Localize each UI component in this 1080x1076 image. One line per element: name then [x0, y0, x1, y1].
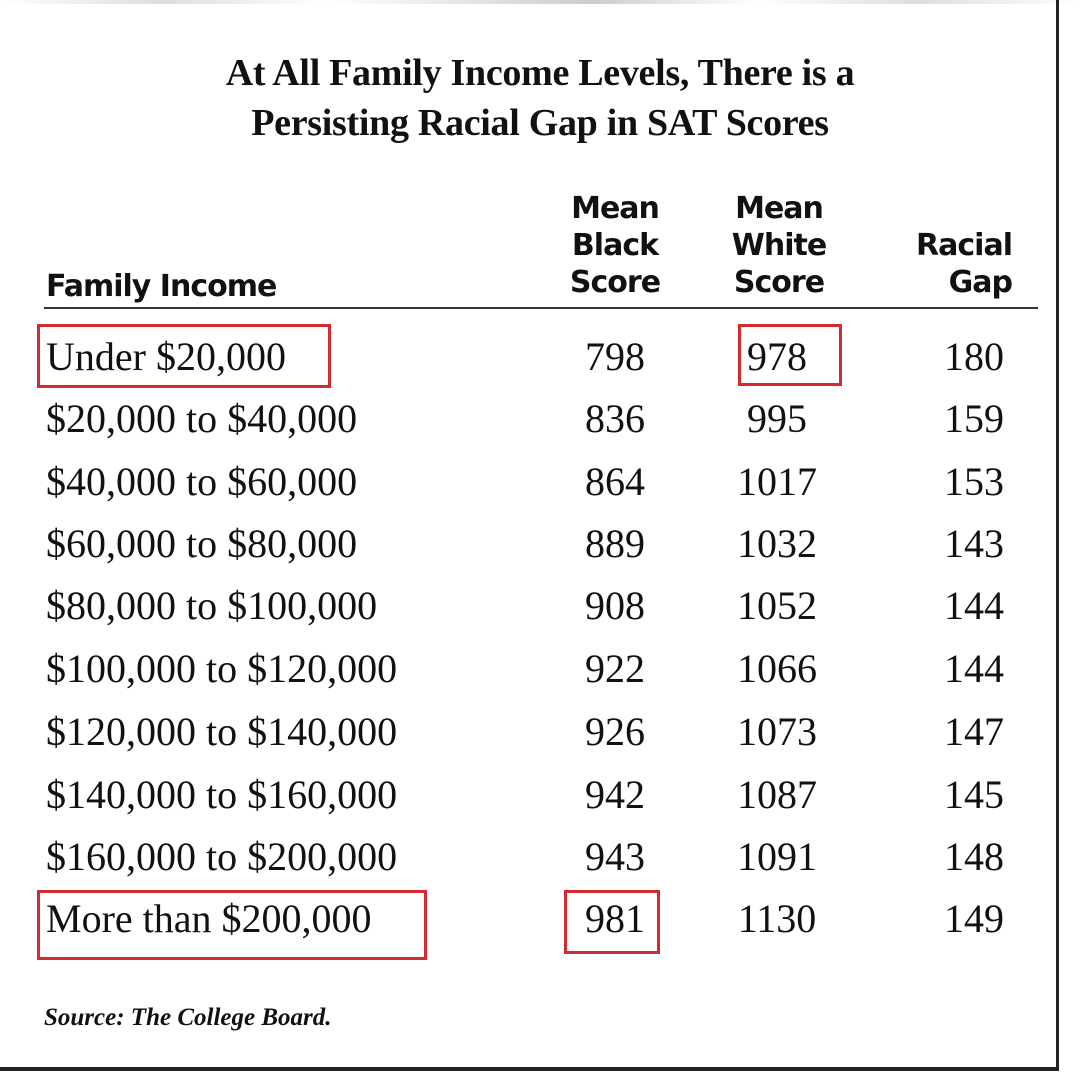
income-cell: $60,000 to $80,000: [46, 521, 358, 566]
header-gap-line-1: Racial: [916, 228, 1012, 263]
highlight-box-more-than-200000: [37, 890, 427, 960]
header-family-income: [46, 268, 276, 305]
black-score-cell: 943: [585, 834, 645, 879]
black-score-cell: 836: [585, 396, 645, 441]
table-row: [0, 638, 1059, 700]
highlight-box-black-981: [564, 890, 660, 954]
white-score-cell: 1052: [737, 583, 817, 628]
income-cell: More than $200,000: [46, 896, 372, 941]
header-mean-white-score: [724, 190, 834, 301]
white-score-cell: 1066: [737, 646, 817, 691]
header-black-line-3: Score: [569, 265, 661, 300]
income-cell: $140,000 to $160,000: [46, 772, 398, 817]
white-score-cell: 1091: [737, 834, 817, 879]
title-line-2: Persisting Racial Gap in SAT Scores: [251, 102, 829, 144]
table-row: [0, 513, 1059, 575]
racial-gap-cell: 143: [944, 521, 1004, 566]
racial-gap-cell: 148: [944, 834, 1004, 879]
black-score-cell: 922: [585, 646, 645, 691]
white-score-cell: 978: [747, 334, 807, 379]
black-score-cell: 908: [585, 583, 645, 628]
racial-gap-cell: 149: [944, 896, 1004, 941]
racial-gap-cell: 144: [944, 646, 1004, 691]
racial-gap-cell: 144: [944, 583, 1004, 628]
income-cell: Under $20,000: [46, 334, 286, 379]
white-score-cell: 1130: [737, 896, 817, 941]
source-note: Source: The College Board.: [44, 1004, 332, 1031]
black-score-cell: 798: [585, 334, 645, 379]
highlight-box-under-20000: [37, 324, 331, 388]
black-score-cell: 926: [585, 709, 645, 754]
header-divider: [44, 307, 1038, 309]
table-row: [0, 826, 1059, 888]
white-score-cell: 1032: [737, 521, 817, 566]
header-white-line-3: Score: [733, 265, 825, 300]
income-cell: $20,000 to $40,000: [46, 396, 358, 441]
header-white-line-1: Mean: [735, 191, 823, 226]
racial-gap-cell: 153: [944, 459, 1004, 504]
header-family-income-label: Family Income: [46, 269, 277, 304]
header-white-line-2: White: [731, 228, 827, 263]
black-score-cell: 981: [585, 896, 645, 941]
table-row: [0, 575, 1059, 637]
table-row: [0, 701, 1059, 763]
header-black-line-2: Black: [571, 228, 659, 263]
table-title: [60, 48, 1020, 148]
table-row: [0, 764, 1059, 826]
racial-gap-cell: 147: [944, 709, 1004, 754]
white-score-cell: 1017: [737, 459, 817, 504]
income-cell: $160,000 to $200,000: [46, 834, 398, 879]
income-cell: $120,000 to $140,000: [46, 709, 398, 754]
header-mean-black-score: [560, 190, 670, 301]
table-row: [0, 388, 1059, 450]
black-score-cell: 864: [585, 459, 645, 504]
racial-gap-cell: 145: [944, 772, 1004, 817]
income-cell: $40,000 to $60,000: [46, 459, 358, 504]
white-score-cell: 995: [747, 396, 807, 441]
header-racial-gap: [900, 227, 1012, 301]
table-row: [0, 451, 1059, 513]
income-cell: $100,000 to $120,000: [46, 646, 398, 691]
header-black-line-1: Mean: [571, 191, 659, 226]
header-gap-line-2: Gap: [948, 265, 1012, 300]
highlight-box-white-978: [738, 324, 842, 386]
black-score-cell: 889: [585, 521, 645, 566]
income-cell: $80,000 to $100,000: [46, 583, 378, 628]
white-score-cell: 1073: [737, 709, 817, 754]
racial-gap-cell: 180: [944, 334, 1004, 379]
white-score-cell: 1087: [737, 772, 817, 817]
racial-gap-cell: 159: [944, 396, 1004, 441]
title-line-1: At All Family Income Levels, There is a: [225, 52, 855, 94]
black-score-cell: 942: [585, 772, 645, 817]
